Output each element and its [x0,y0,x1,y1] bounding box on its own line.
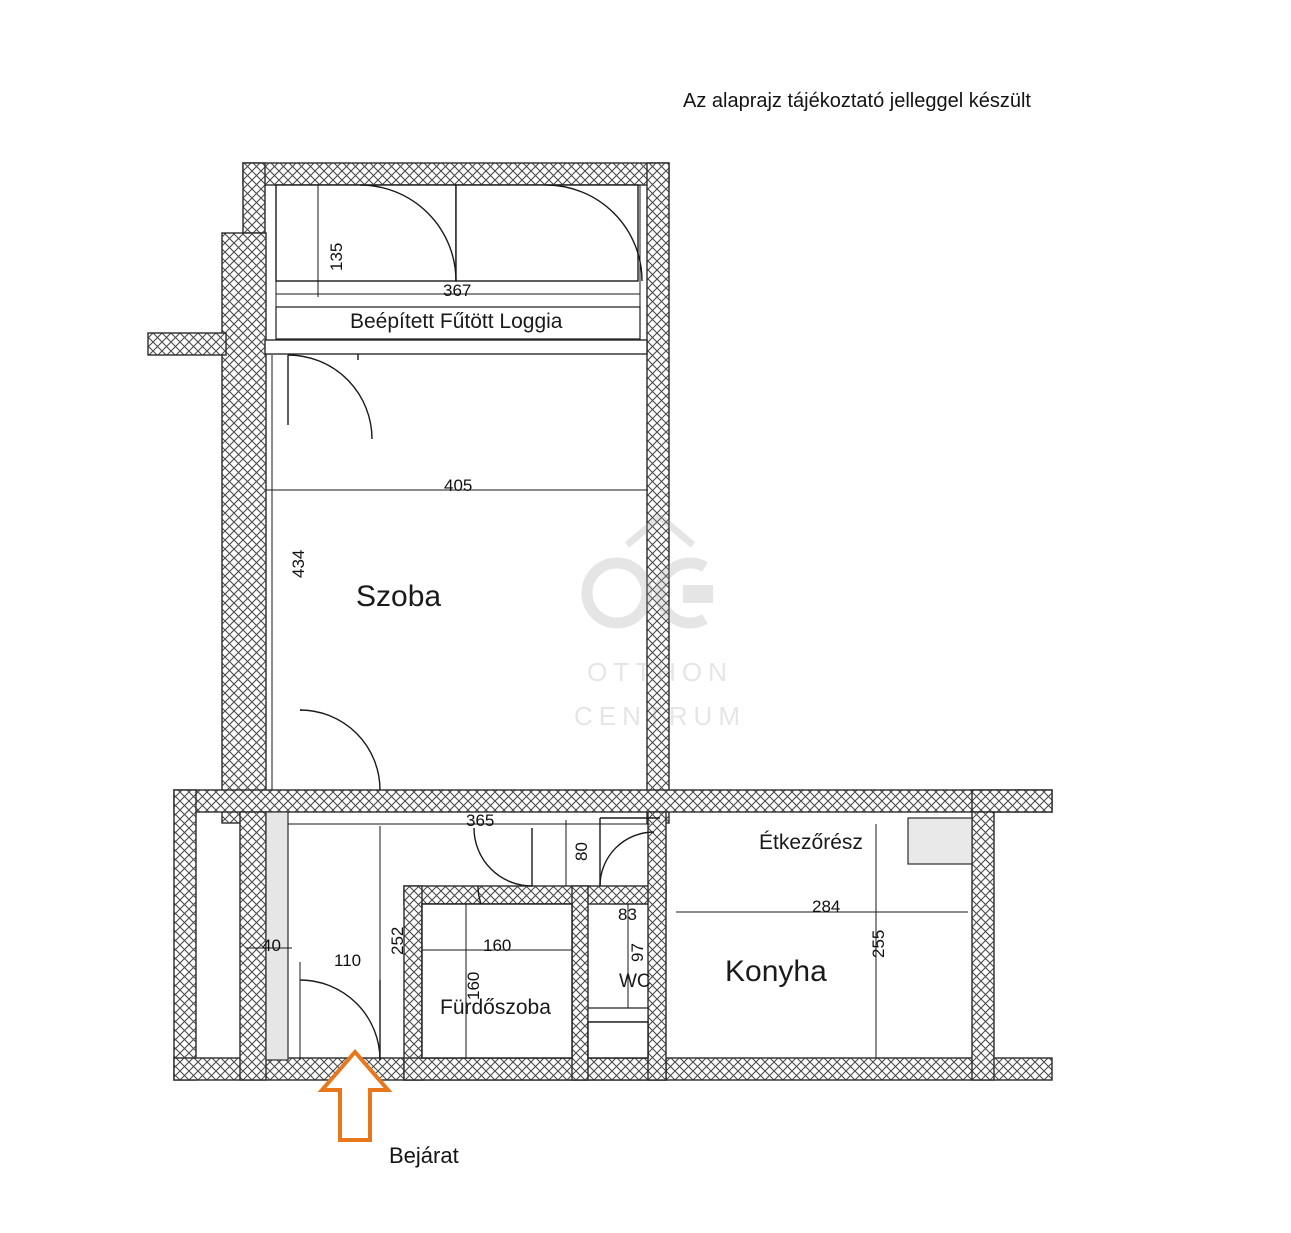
watermark-line1: OTTHON [587,657,733,687]
header-note: Az alaprajz tájékoztató jelleggel készült [683,90,1031,112]
entry-label: Bejárat [389,1143,459,1168]
dim-hall-depth: 252 [388,926,407,955]
dim-wc-width: 83 [618,905,637,924]
walls-group [148,163,1052,1080]
dim-szoba-width: 405 [444,476,473,495]
room-label-furdoszoba: Fürdőszoba [440,996,551,1019]
dim-kitchen-width: 284 [812,897,841,916]
dim-loggia-width: 367 [443,281,472,300]
dim-szoba-height: 434 [289,549,308,578]
dim-wall-thickness: 40 [262,936,281,955]
room-label-szoba: Szoba [356,580,442,613]
watermark-line2: CENTRUM [574,701,746,731]
room-label-etkezoresz: Étkezőrész [759,831,863,854]
room-label-wc: WC [619,971,651,992]
dim-bath-height: 160 [464,971,483,1000]
room-label-loggia: Beépített Fűtött Loggia [350,310,563,333]
dim-entry-door: 110 [334,951,362,970]
dim-door-80: 80 [572,842,591,861]
room-label-konyha: Konyha [725,955,827,988]
dim-hall-length: 365 [466,811,495,830]
dim-loggia-height: 135 [327,242,346,271]
dim-bath-width: 160 [483,936,512,955]
dim-kitchen-height: 255 [869,929,888,958]
dim-wc-depth: 97 [628,943,647,962]
